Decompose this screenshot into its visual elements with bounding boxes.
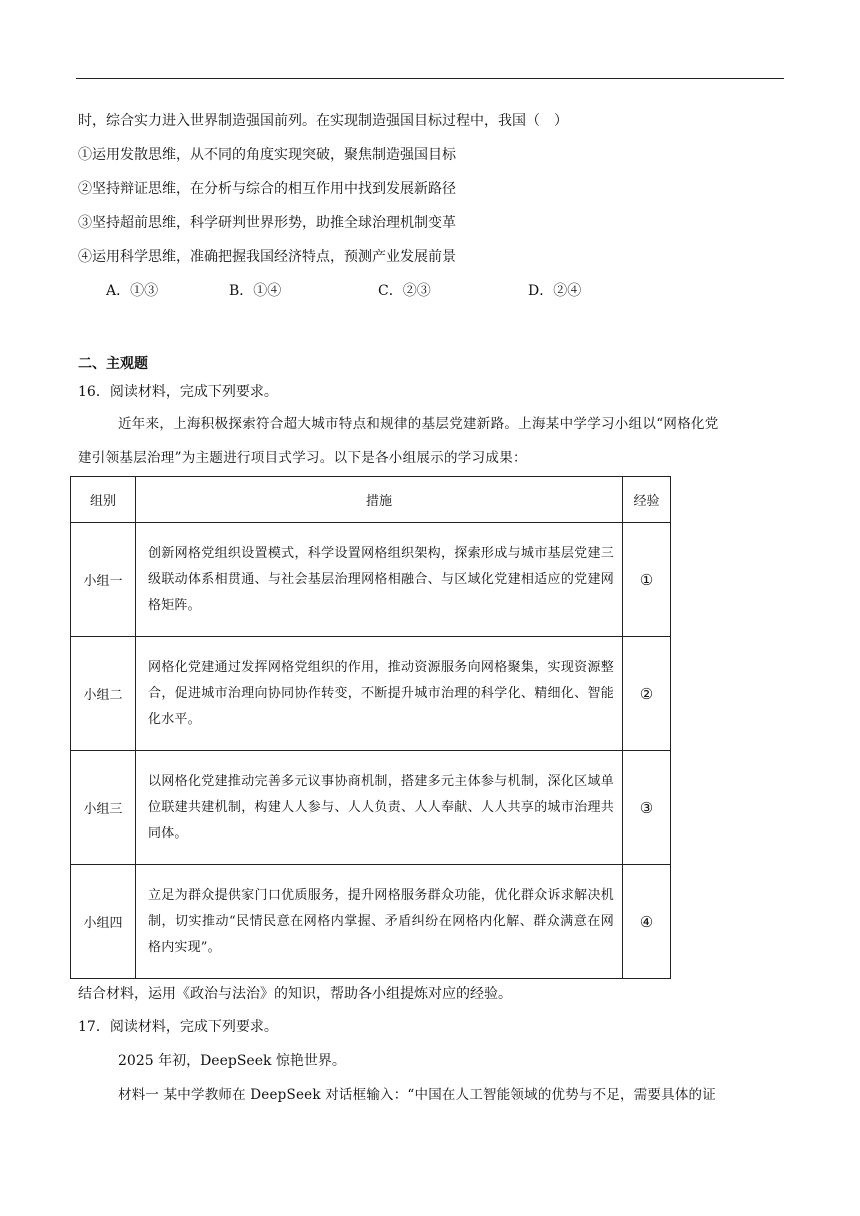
row-group: 小组四 xyxy=(71,865,136,979)
row-measure: 以网格化党建推动完善多元议事协商机制，搭建多元主体参与机制，深化区域单位联建共建机制，构建人人参与、人人负责、人人奉献、人人共享的城市治理共同体。 xyxy=(136,751,623,865)
table-row xyxy=(71,637,671,751)
q16-intro-line-2: 建引领基层治理”为主题进行项目式学习。以下是各小组展示的学习成果： xyxy=(78,450,527,466)
row-experience: ④ xyxy=(623,865,671,979)
q17-line-2: 材料一 某中学教师在 DeepSeek 对话框输入：“中国在人工智能领域的优势与不足，需要具体的证 xyxy=(118,1087,716,1103)
section-heading: 二、主观题 xyxy=(78,356,148,372)
option-c: C．②③ xyxy=(378,283,431,299)
header-experience: 经验 xyxy=(623,477,671,523)
table-row xyxy=(71,865,671,979)
header-measure: 措施 xyxy=(136,477,623,523)
q16-prompt: 16．阅读材料，完成下列要求。 xyxy=(78,384,278,400)
row-experience: ① xyxy=(623,523,671,637)
row-measure: 立足为群众提供家门口优质服务，提升网格服务群众功能，优化群众诉求解决机制，切实推动“民情民意在网格内掌握、矛盾纠纷在网格内化解、群众满意在网格内实现”。 xyxy=(136,865,623,979)
row-group: 小组一 xyxy=(71,523,136,637)
q15-statement-1: ①运用发散思维，从不同的角度实现突破，聚焦制造强国目标 xyxy=(78,147,456,163)
table-row xyxy=(71,523,671,637)
q15-statement-3: ③坚持超前思维，科学研判世界形势，助推全球治理机制变革 xyxy=(78,215,456,231)
row-experience: ③ xyxy=(623,751,671,865)
q16-task: 结合材料，运用《政治与法治》的知识，帮助各小组提炼对应的经验。 xyxy=(78,986,512,1002)
q15-stem-tail: 时，综合实力进入世界制造强国前列。在实现制造强国目标过程中，我国（ ） xyxy=(78,113,568,129)
row-experience: ② xyxy=(623,637,671,751)
option-b: B．①④ xyxy=(229,283,282,299)
row-measure: 网格化党建通过发挥网格党组织的作用，推动资源服务向网格聚集，实现资源整合，促进城市治理向协同协作转变，不断提升城市治理的科学化、精细化、智能化水平。 xyxy=(136,637,623,751)
header-rule xyxy=(76,78,784,79)
q16-intro-line-1: 近年来，上海积极探索符合超大城市特点和规律的基层党建新路。上海某中学学习小组以“网格化党 xyxy=(118,416,719,432)
table-header-row xyxy=(71,477,671,523)
q17-line-1: 2025 年初，DeepSeek 惊艳世界。 xyxy=(118,1053,346,1069)
option-a: A．①③ xyxy=(106,283,159,299)
q15-statement-4: ④运用科学思维，准确把握我国经济特点，预测产业发展前景 xyxy=(78,249,456,265)
table-row xyxy=(71,751,671,865)
q15-statement-2: ②坚持辩证思维，在分析与综合的相互作用中找到发展新路径 xyxy=(78,181,456,197)
option-d: D．②④ xyxy=(528,283,582,299)
results-table xyxy=(70,476,671,979)
header-group: 组别 xyxy=(71,477,136,523)
row-measure: 创新网格党组织设置模式，科学设置网格组织架构，探索形成与城市基层党建三级联动体系相贯通、与社会基层治理网格相融合、与区域化党建相适应的党建网格矩阵。 xyxy=(136,523,623,637)
row-group: 小组二 xyxy=(71,637,136,751)
q17-prompt: 17．阅读材料，完成下列要求。 xyxy=(78,1019,278,1035)
row-group: 小组三 xyxy=(71,751,136,865)
